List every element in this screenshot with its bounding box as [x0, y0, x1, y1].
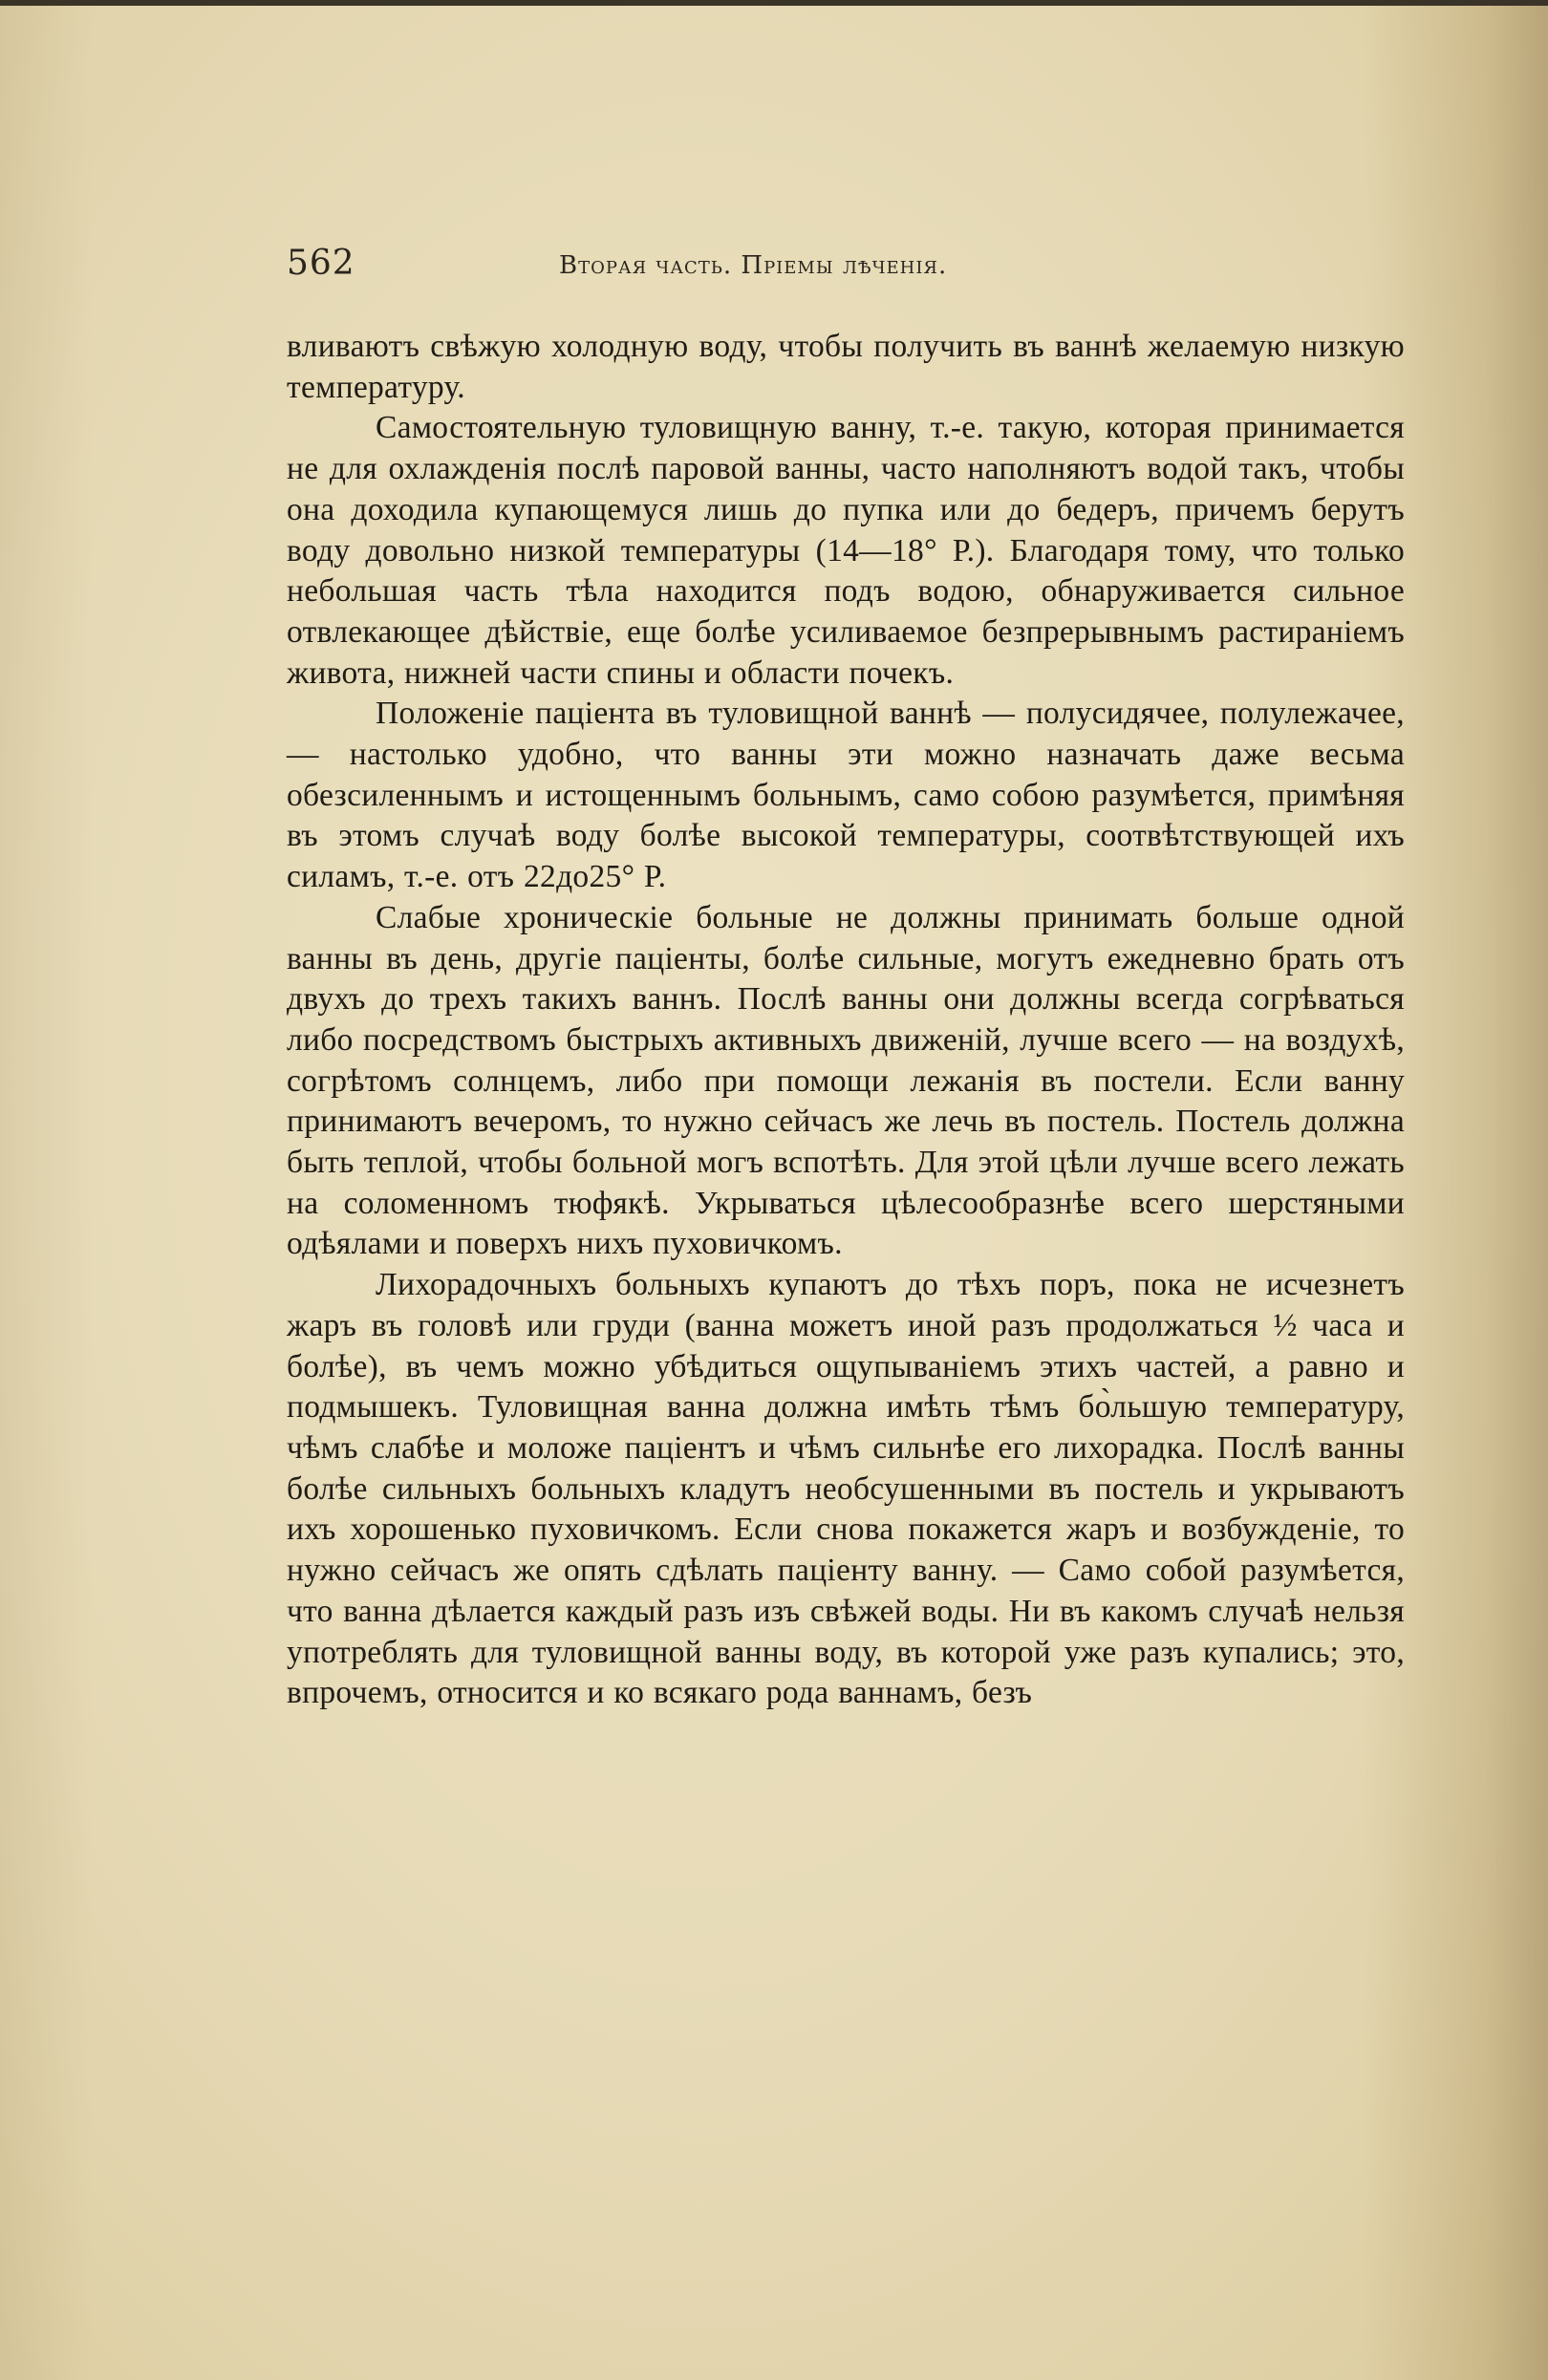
paragraph-continuation: вливаютъ свѣжую холодную воду, чтобы получить въ ваннѣ желаемую низкую температуру.	[287, 329, 1405, 405]
paragraph: Самостоятельную туловищную ванну, т.-е. такую, которая принимается не для охлажденія послѣ паровой ванны, часто наполняютъ водой такъ, чтобы она доходила купающемуся лишь до пупка или до бедеръ, причемъ берутъ воду довольно низкой температуры (14—18° Р.). Благодаря тому, что только небольшая часть тѣла находится подъ водою, обнаруживается сильное отвлекающее дѣйствіе, еще болѣе усиливаемое безпрерывнымъ растираніемъ живота, нижней части спины и области почекъ.	[287, 410, 1405, 691]
paragraph: Слабые хроническіе больные не должны принимать больше одной ванны въ день, другіе паціенты, болѣе сильные, могутъ ежедневно брать отъ двухъ до трехъ такихъ ваннъ. Послѣ ванны они должны всегда согрѣваться либо посредствомъ быстрыхъ активныхъ движеній, лучше всего — на воздухѣ, согрѣтомъ солнцемъ, либо при помощи лежанія въ постели. Если ванну принимаютъ вечеромъ, то нужно сейчасъ же лечь въ постель. Постель должна быть теплой, чтобы больной могъ вспотѣть. Для этой цѣли лучше всего лежать на соломенномъ тюфякѣ. Укрываться цѣлесообразнѣе всего шерстяными одѣялами и поверхъ нихъ пуховичкомъ.	[287, 899, 1405, 1262]
running-head: Вторая часть. Пріемы лѣченія.	[559, 251, 948, 280]
paragraph: Лихорадочныхъ больныхъ купаютъ до тѣхъ поръ, пока не исчезнетъ жаръ въ головѣ или груди (ванна можетъ иной разъ продолжаться ½ часа и болѣе), въ чемъ можно убѣдиться ощупываніемъ этихъ частей, а равно и подмышекъ. Туловищная ванна должна имѣть тѣмъ бо̀льшую температуру, чѣмъ слабѣе и моложе паціентъ и чѣмъ сильнѣе его лихорадка. Послѣ ванны болѣе сильныхъ больныхъ кладутъ необсушенными въ постель и укрываютъ ихъ хорошенько пуховичкомъ. Если снова покажется жаръ и возбужденіе, то нужно сейчасъ же опять сдѣлать паціенту ванну. — Само собой разумѣется, что ванна дѣлается каждый разъ изъ свѣжей воды. Ни въ какомъ случаѣ нельзя употреблять для туловищной ванны воду, въ которой уже разъ купались; это, впрочемъ, относится и ко всякаго рода ваннамъ, безъ	[287, 1267, 1405, 1711]
page-number: 562	[287, 244, 355, 283]
page-header	[287, 244, 1414, 291]
paragraph: Положеніе паціента въ туловищной ваннѣ — полусидячее, полулежачее, — настолько удобно, что ванны эти можно назначать даже весьма обезсиленнымъ и истощеннымъ больнымъ, само собою разумѣется, примѣняя въ этомъ случаѣ воду болѣе высокой температуры, соотвѣтствующей ихъ силамъ, т.-е. отъ 22до25° Р.	[287, 696, 1405, 895]
scan-top-edge	[0, 0, 1548, 6]
body-text	[287, 327, 1405, 1714]
